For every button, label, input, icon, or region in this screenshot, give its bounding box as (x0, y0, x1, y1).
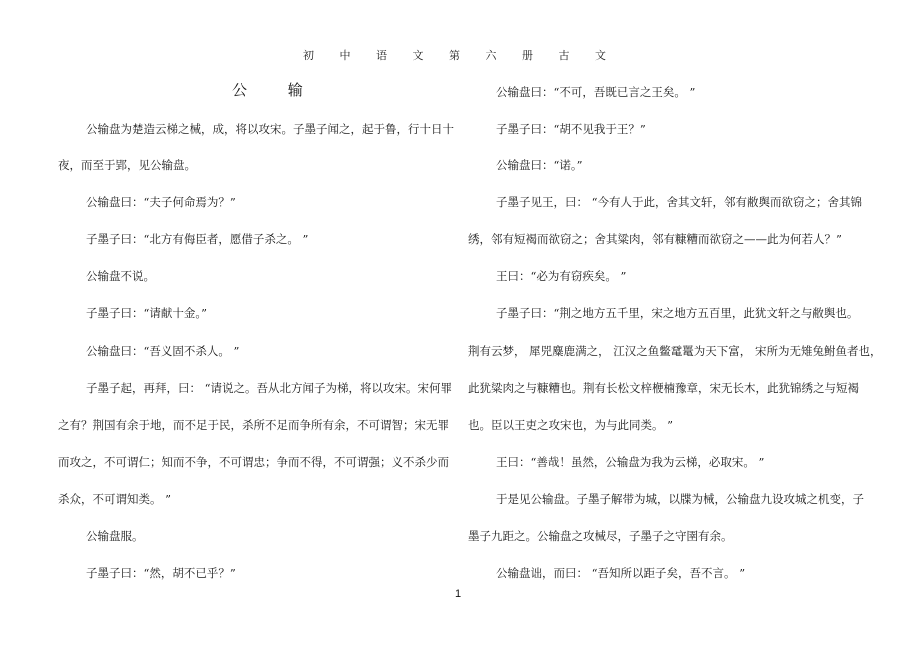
right-line: 公输盘曰：“不可，吾既已言之王矣。 ” (496, 85, 696, 99)
right-line: 子墨子曰：“荆之地方五千里，宋之地方五百里，此犹文轩之与敝舆也。 (496, 306, 859, 320)
page-number: 1 (455, 588, 462, 600)
left-line: 子墨子起，再拜，曰： “请说之。吾从北方闻子为梯，将以攻宋。宋何罪 (86, 381, 453, 395)
left-line: 之有？荆国有余于地，而不足于民，杀所不足而争所有余，不可谓智；宋无罪 (58, 418, 449, 432)
left-line: 公输盘曰：“吾义固不杀人。 ” (86, 344, 240, 358)
right-line: 也。臣以王吏之攻宋也，为与此同类。 ” (468, 418, 674, 432)
document-title: 公 输 (232, 81, 321, 99)
right-line: 王曰：“必为有窃疾矣。 ” (496, 269, 627, 283)
page-header: 初 中 语 文 第 六 册 古 文 (303, 49, 617, 62)
right-line: 公输盘诎，而曰： “吾知所以距子矣，吾不言。 ” (496, 566, 746, 580)
right-line: 王曰：“善哉！虽然，公输盘为我为云梯，必取宋。 ” (496, 455, 765, 469)
right-line: 子墨子曰：“胡不见我于王？” (496, 122, 646, 136)
left-line: 夜，而至于郢，见公输盘。 (58, 158, 196, 172)
left-line: 子墨子曰：“请献十金。” (86, 306, 208, 320)
left-line: 公输盘服。 (86, 529, 144, 543)
left-line: 杀众，不可谓知类。 ” (58, 492, 172, 506)
left-line: 公输盘不说。 (86, 269, 155, 283)
right-line: 子墨子见王，曰： “今有人于此，舍其文轩，邻有敝舆而欲窃之；舍其锦 (496, 195, 863, 209)
left-line: 子墨子曰：“然，胡不已乎？” (86, 566, 236, 580)
left-line: 子墨子曰：“北方有侮臣者，愿借子杀之。 ” (86, 232, 309, 246)
left-line: 公输盘为楚造云梯之械，成，将以攻宋。子墨子闻之，起于鲁，行十日十 (86, 122, 454, 136)
left-line: 公输盘曰：“夫子何命焉为？” (86, 195, 236, 209)
left-line: 而攻之，不可谓仁；知而不争，不可谓忠；争而不得，不可谓强；义不杀少而 (58, 455, 449, 469)
right-line: 公输盘曰：“诺。” (496, 158, 583, 172)
right-line: 荆有云梦， 犀兕麋鹿满之， 江汉之鱼鳖鼋鼍为天下富， 宋所为无雉兔鲋鱼者也， (468, 344, 882, 358)
right-line: 此犹粱肉之与糠糟也。荆有长松文梓楩楠豫章，宋无长木，此犹锦绣之与短褐 (468, 381, 859, 395)
right-line: 绣，邻有短褐而欲窃之；舍其粱肉，邻有糠糟而欲窃之——此为何若人？” (468, 232, 842, 246)
right-line: 墨子九距之。公输盘之攻械尽，子墨子之守圉有余。 (468, 529, 733, 543)
right-line: 于是见公输盘。子墨子解带为城，以牒为械，公输盘九设攻城之机变，子 (496, 492, 864, 506)
